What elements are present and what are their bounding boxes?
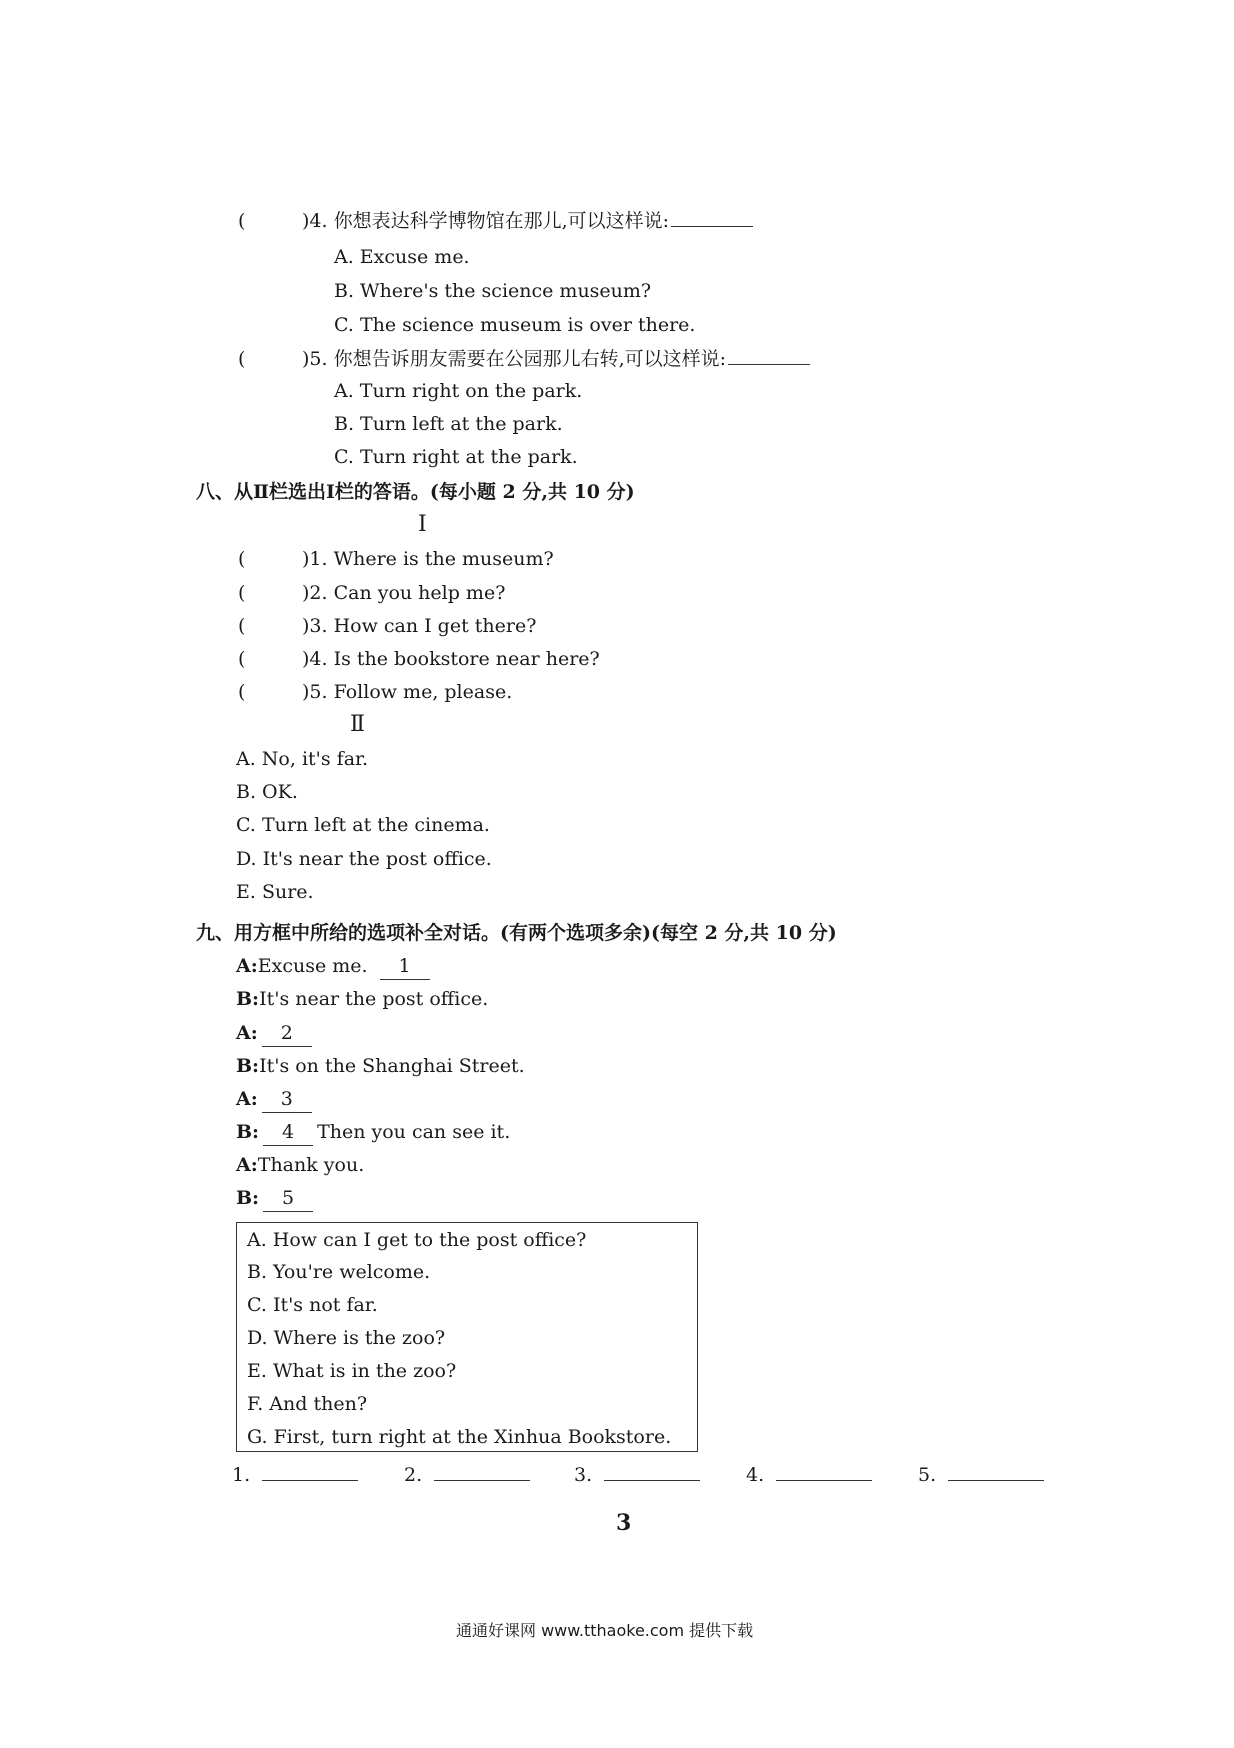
dialogue-blank[interactable]: 2 [262,1020,312,1047]
answer-label: 3. [574,1464,593,1486]
dialogue-line-3 [236,1020,316,1047]
dialogue-line-6 [236,1119,510,1146]
answer-paren: ( [238,210,246,232]
answer-label: 5. [918,1464,937,1486]
dialogue-text: Excuse me. [257,955,368,977]
answer-slot-2 [404,1462,530,1486]
dialogue-text: It's on the Shanghai Street. [259,1055,525,1077]
dialogue-line-1 [236,953,434,980]
question-text: )5. Follow me, please. [302,681,513,703]
answer-line[interactable] [948,1462,1044,1481]
answer-blank[interactable] [728,346,810,365]
match-question-4 [238,646,600,672]
answer-paren[interactable]: ( [238,548,246,570]
dialogue-line-7 [236,1152,364,1178]
box-option: D. Where is the zoo? [247,1327,446,1349]
answer-paren: ( [238,348,246,370]
speaker: A: [236,955,258,977]
question-7-5 [238,346,810,372]
dialogue-text: Then you can see it. [317,1121,511,1143]
question-text: )4. 你想表达科学博物馆在那儿,可以这样说: [302,210,670,232]
answer-label: 4. [746,1464,765,1486]
answer-paren[interactable]: ( [238,648,246,670]
page-number: 3 [616,1510,632,1536]
match-option: C. Turn left at the cinema. [236,814,490,836]
question-7-4 [238,208,753,234]
answer-slot-4 [746,1462,872,1486]
dialogue-blank[interactable]: 4 [263,1119,313,1146]
match-option: A. No, it's far. [236,748,369,770]
option-a: A. Excuse me. [334,246,470,268]
box-option: F. And then? [247,1393,368,1415]
question-text: )2. Can you help me? [302,582,506,604]
match-question-2 [238,580,505,606]
answer-line[interactable] [434,1462,530,1481]
answer-line[interactable] [604,1462,700,1481]
question-text: )4. Is the bookstore near here? [302,648,600,670]
option-b: B. Turn left at the park. [334,413,563,435]
dialogue-line-4 [236,1053,525,1079]
answer-label: 1. [232,1464,251,1486]
dialogue-blank[interactable]: 3 [262,1086,312,1113]
question-text: )1. Where is the museum? [302,548,554,570]
speaker: B: [236,1187,260,1209]
box-option: G. First, turn right at the Xinhua Bookstore. [247,1426,672,1448]
box-option: E. What is in the zoo? [247,1360,457,1382]
dialogue-blank[interactable]: 5 [263,1185,313,1212]
dialogue-line-8 [236,1185,317,1212]
box-option: C. It's not far. [247,1294,378,1316]
dialogue-text: It's near the post office. [259,988,489,1010]
dialogue-text: Thank you. [257,1154,365,1176]
answer-paren[interactable]: ( [238,615,246,637]
box-option: B. You're welcome. [247,1261,431,1283]
match-question-1 [238,546,554,572]
option-b: B. Where's the science museum? [334,280,652,302]
dialogue-line-2 [236,986,488,1012]
column-1-label: Ⅰ [418,512,427,537]
option-c: C. Turn right at the park. [334,446,578,468]
section-8-heading: 八、从Ⅱ栏选出Ⅰ栏的答语。(每小题 2 分,共 10 分) [196,481,635,503]
match-option: B. OK. [236,781,298,803]
speaker: B: [236,988,260,1010]
question-text: )5. 你想告诉朋友需要在公园那儿右转,可以这样说: [302,348,727,370]
match-option: E. Sure. [236,881,314,903]
speaker: B: [236,1121,260,1143]
answer-blank[interactable] [671,208,753,227]
footer-text: 通通好课网 www.tthaoke.com 提供下载 [456,1621,754,1640]
match-option: D. It's near the post office. [236,848,492,870]
match-question-3 [238,613,536,639]
section-9-heading: 九、用方框中所给的选项补全对话。(有两个选项多余)(每空 2 分,共 10 分) [196,922,837,944]
speaker: B: [236,1055,260,1077]
speaker: A: [236,1022,258,1044]
speaker: A: [236,1088,258,1110]
speaker: A: [236,1154,258,1176]
column-2-label: Ⅱ [350,712,365,737]
answer-line[interactable] [262,1462,358,1481]
answer-slot-3 [574,1462,700,1486]
answer-slot-1 [232,1462,358,1486]
answer-paren[interactable]: ( [238,582,246,604]
box-option: A. How can I get to the post office? [247,1229,587,1251]
option-c: C. The science museum is over there. [334,314,696,336]
options-box [236,1222,698,1452]
answer-line[interactable] [776,1462,872,1481]
dialogue-blank[interactable]: 1 [380,953,430,980]
question-text: )3. How can I get there? [302,615,537,637]
match-question-5 [238,679,512,705]
dialogue-line-5 [236,1086,316,1113]
answer-paren[interactable]: ( [238,681,246,703]
answer-slot-5 [918,1462,1044,1486]
answer-label: 2. [404,1464,423,1486]
option-a: A. Turn right on the park. [334,380,583,402]
